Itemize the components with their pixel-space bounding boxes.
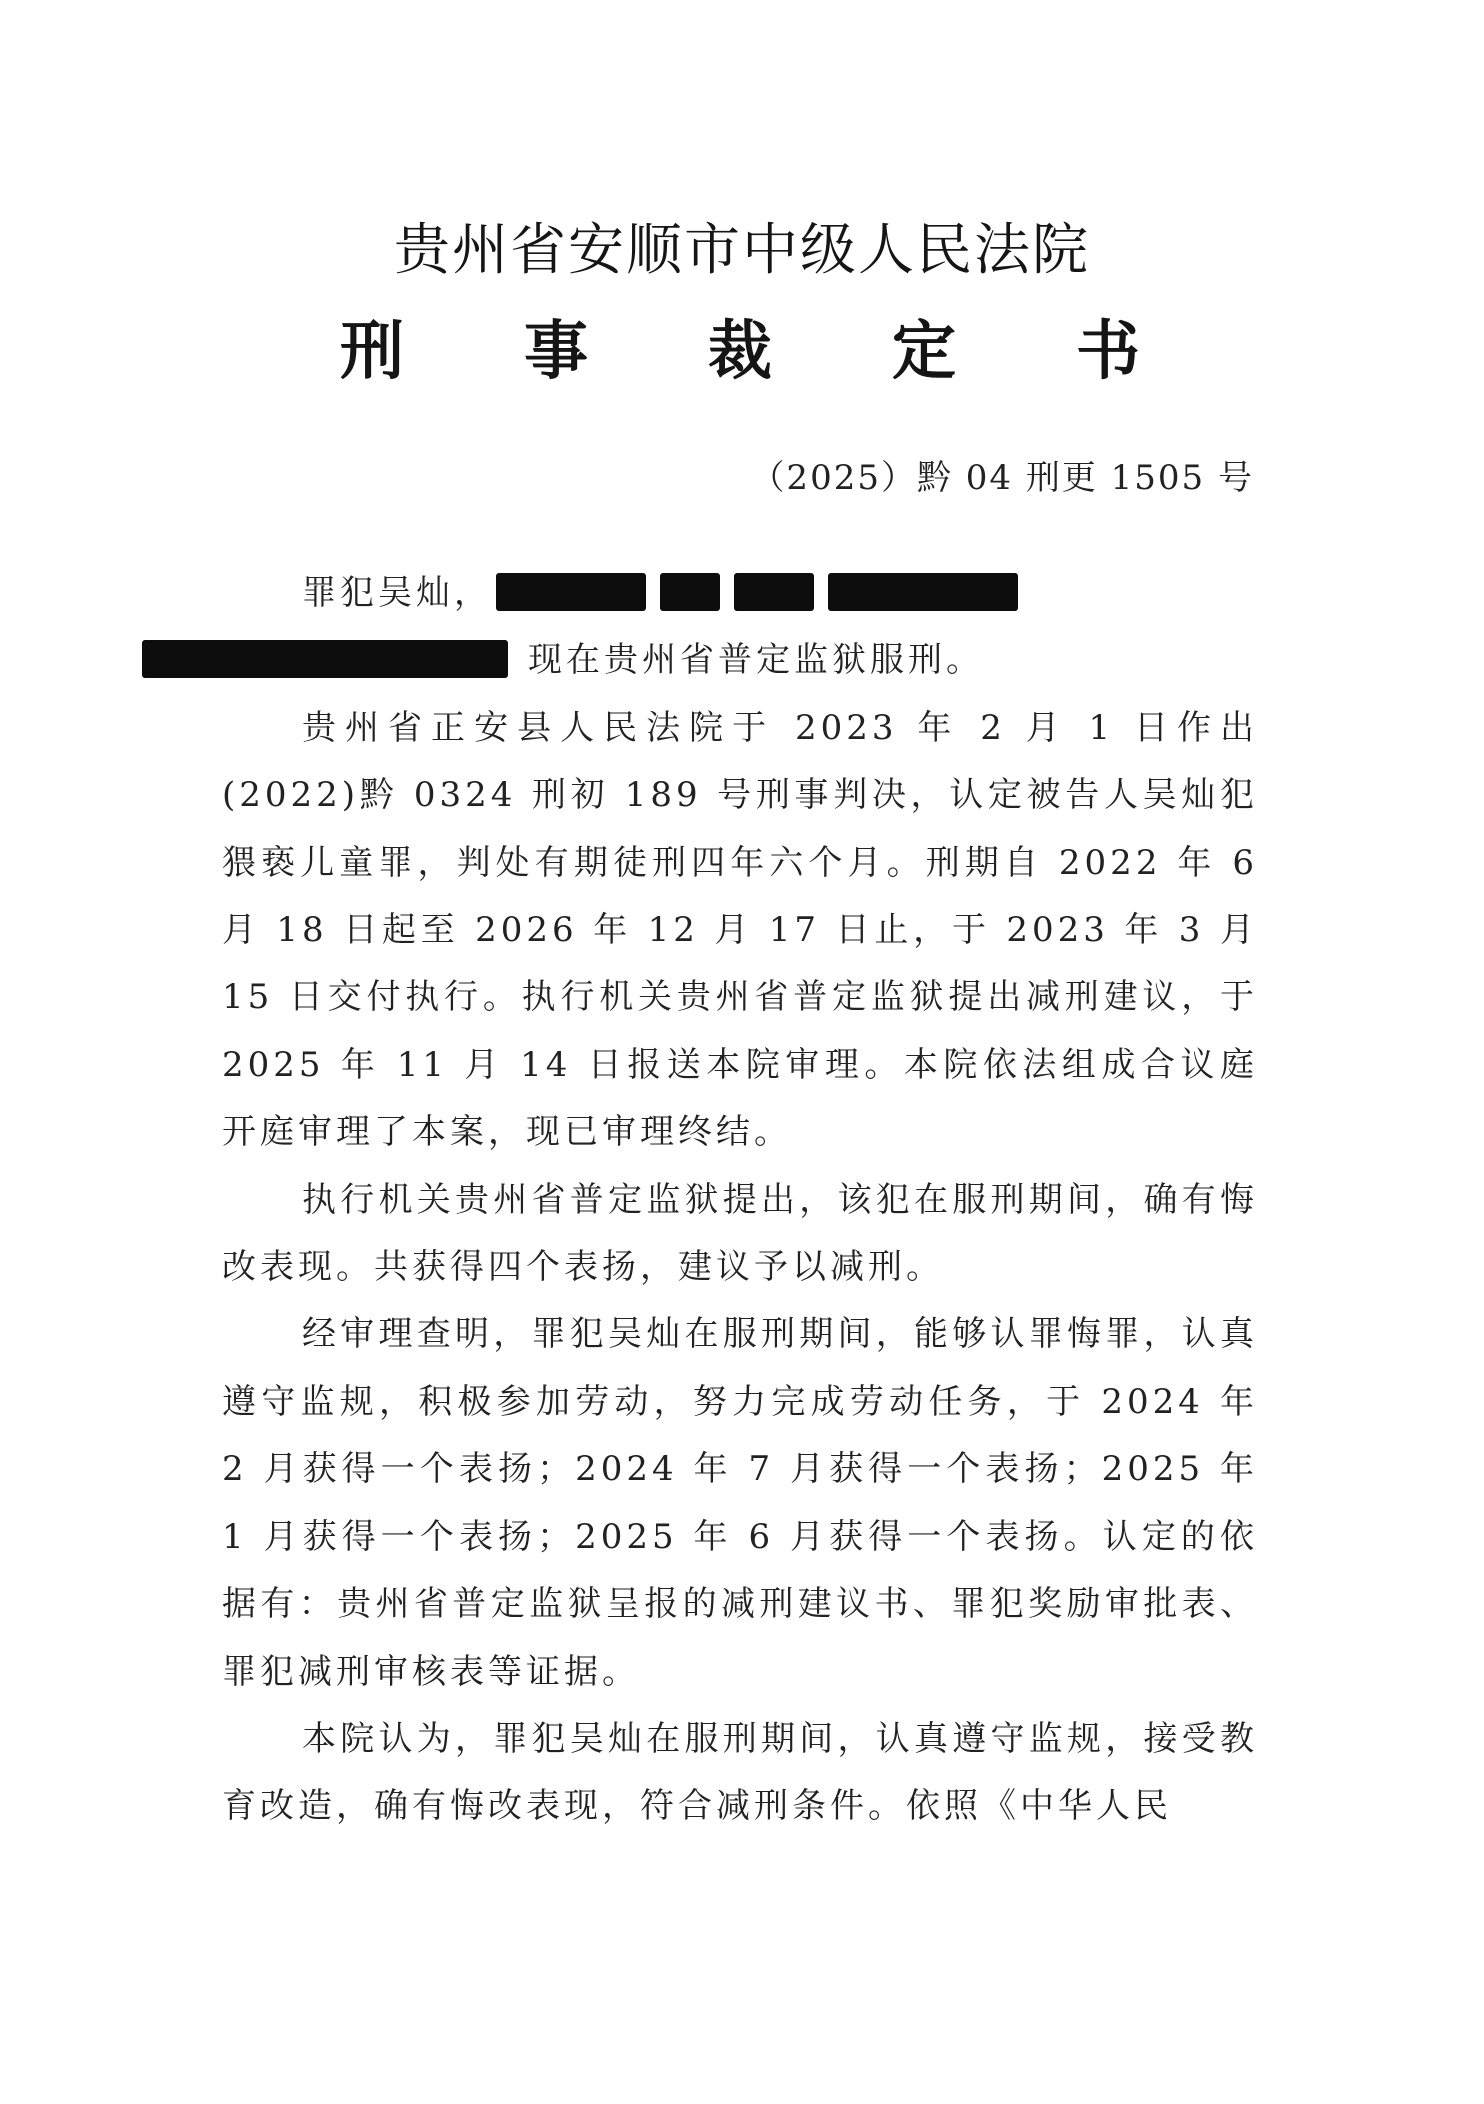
redaction-block: [660, 573, 720, 611]
paragraph-opinion: 本院认为，罪犯吴灿在服刑期间，认真遵守监规，接受教育改造，确有悔改表现，符合减刑条件。依照《中华人民: [222, 1718, 1258, 1827]
defendant-intro: 罪犯吴灿，: [302, 573, 492, 613]
redaction-block: [142, 640, 508, 678]
title-char: 书: [1076, 315, 1140, 389]
case-number: （2025）黔 04 刑更 1505 号: [750, 458, 1254, 498]
document-body: [222, 560, 1258, 1841]
title-char: 事: [524, 315, 588, 389]
paragraph-defendant: [222, 560, 1258, 695]
paragraph-judgment: 贵州省正安县人民法院于 2023 年 2 月 1 日作出(2022)黔 0324 刑初 189 号刑事判决，认定被告人吴灿犯猥亵儿童罪，判处有期徒刑四年六个月。刑期自 2022 年 6 月 18 日起至 2026 年 12 月 17 日止，于 2023 年 3 月 15 日交付执行。执行机关贵州省普定监狱提出减刑建议，于 2025 年 11 月 14 日报送本院审理。本院依法组成合议庭开庭审理了本案，现已审理终结。: [222, 707, 1258, 1153]
court-name: 贵州省安顺市中级人民法院: [394, 218, 1090, 283]
defendant-prison: 现在贵州省普定监狱服刑。: [528, 640, 984, 681]
redaction-block: [734, 573, 814, 611]
redaction-block: [828, 573, 1018, 611]
title-char: 裁: [708, 315, 772, 389]
paragraph-proposal: 执行机关贵州省普定监狱提出，该犯在服刑期间，确有悔改表现。共获得四个表扬，建议予以减刑。: [222, 1179, 1258, 1288]
document-title: [340, 300, 1140, 392]
redaction-block: [496, 573, 646, 611]
paragraph-findings: 经审理查明，罪犯吴灿在服刑期间，能够认罪悔罪，认真遵守监规，积极参加劳动，努力完成劳动任务，于 2024 年 2 月获得一个表扬；2024 年 7 月获得一个表扬；2025 年 1 月获得一个表扬；2025 年 6 月获得一个表扬。认定的依据有：贵州省普定监狱呈报的减刑建议书、罪犯奖励审批表、罪犯减刑审核表等证据。: [222, 1314, 1258, 1692]
title-char: 定: [892, 315, 956, 389]
title-char: 刑: [340, 315, 404, 389]
